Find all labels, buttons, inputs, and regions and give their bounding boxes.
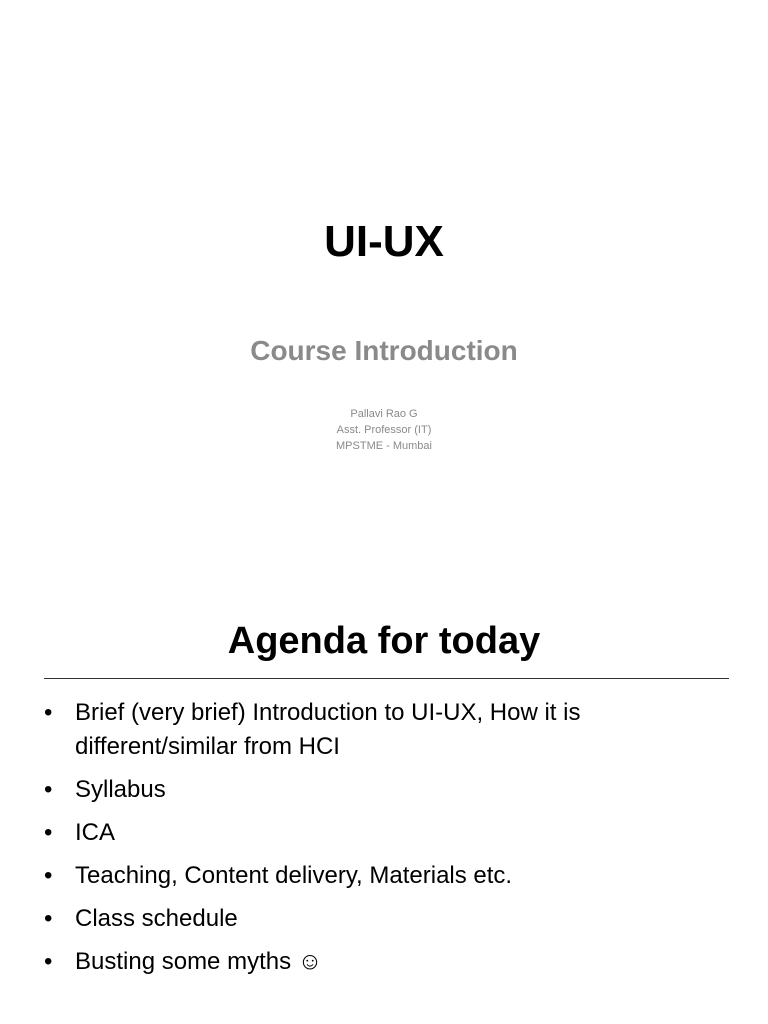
bullet-icon: • xyxy=(44,699,53,726)
list-item xyxy=(44,859,704,893)
list-item-text: Busting some myths ☺ xyxy=(75,948,323,975)
bullet-icon: • xyxy=(44,905,53,932)
agenda-title: Agenda for today xyxy=(227,620,541,662)
list-item-text: Class schedule xyxy=(75,905,238,932)
author-block xyxy=(0,406,768,454)
bullet-icon: • xyxy=(44,776,53,803)
list-item xyxy=(44,816,704,850)
slide-title: UI-UX xyxy=(324,217,444,266)
title-divider xyxy=(44,678,729,679)
agenda-slide xyxy=(0,576,768,1024)
bullet-icon: • xyxy=(44,862,53,889)
list-item xyxy=(44,773,704,807)
author-institution: MPSTME - Mumbai xyxy=(336,440,432,452)
slide-subtitle: Course Introduction xyxy=(250,335,518,366)
list-item xyxy=(44,945,704,979)
author-name: Pallavi Rao G xyxy=(350,408,418,420)
bullet-icon: • xyxy=(44,948,53,975)
list-item-text: Brief (very brief) Introduction to UI-UX, How it is different/similar from HCI xyxy=(75,699,581,760)
list-item xyxy=(44,902,704,936)
list-item-text: ICA xyxy=(75,819,116,846)
bullet-icon: • xyxy=(44,819,53,846)
list-item-text: Teaching, Content delivery, Materials etc. xyxy=(75,862,513,889)
list-item-text: Syllabus xyxy=(75,776,166,803)
author-designation: Asst. Professor (IT) xyxy=(336,424,432,436)
list-item xyxy=(44,696,704,764)
agenda-list xyxy=(44,696,704,988)
